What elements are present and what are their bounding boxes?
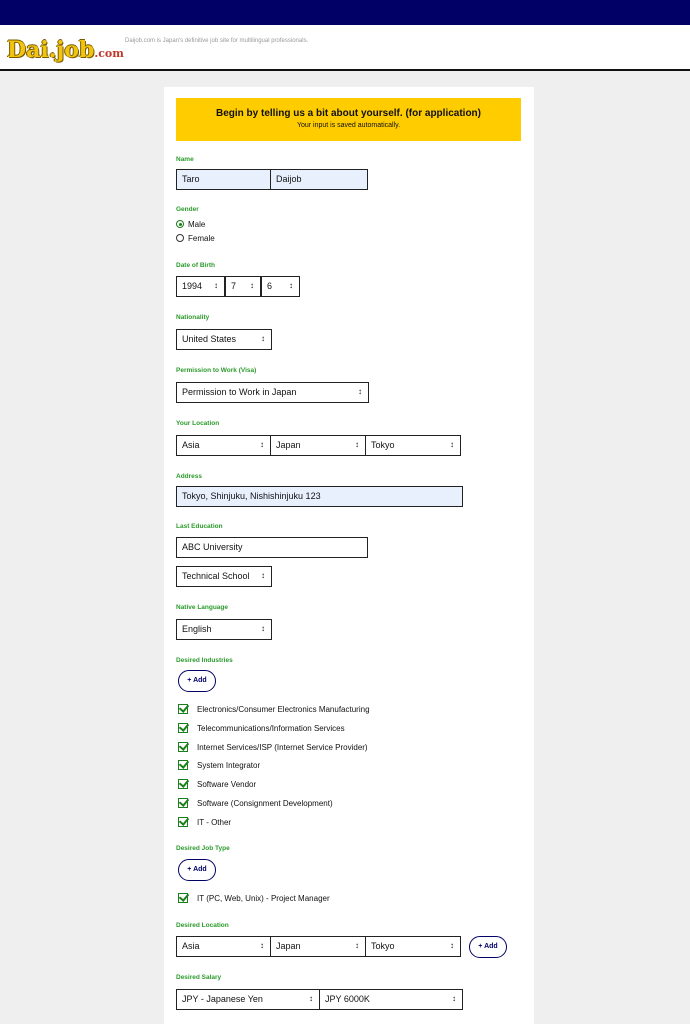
native-language-select[interactable]: English ↕ (176, 619, 272, 640)
desired-country-select[interactable]: Japan ↕ (270, 936, 366, 957)
dob-label: Date of Birth (176, 262, 215, 269)
industries-label: Desired Industries (176, 657, 233, 664)
banner-subtitle: Your input is saved automatically. (296, 122, 401, 129)
dob-month-select[interactable]: 7 ↕ (225, 276, 261, 297)
location-country-select[interactable]: Japan ↕ (270, 435, 366, 456)
visa-select[interactable]: Permission to Work in Japan ↕ (176, 382, 369, 403)
checkbox-checked-icon (178, 817, 188, 827)
first-name-input[interactable]: Taro (176, 169, 271, 190)
desired-location-label: Desired Location (176, 922, 229, 929)
add-location-button[interactable]: + Add (469, 936, 507, 958)
checkbox-checked-icon (178, 893, 188, 903)
education-level-select[interactable]: Technical School ↕ (176, 566, 272, 587)
location-city-select[interactable]: Tokyo ↕ (365, 435, 461, 456)
industry-checkbox[interactable]: Telecommunications/Information Services (178, 723, 345, 733)
industry-checkbox[interactable]: Software (Consignment Development) (178, 798, 333, 808)
nationality-select[interactable]: United States ↕ (176, 329, 272, 350)
checkbox-checked-icon (178, 760, 188, 770)
location-label: Your Location (176, 420, 220, 427)
dob-day-select[interactable]: 6 ↕ (261, 276, 300, 297)
visa-label: Permission to Work (Visa) (176, 367, 257, 374)
checkbox-checked-icon (178, 742, 188, 752)
add-industry-button[interactable]: + Add (178, 670, 216, 692)
checkbox-checked-icon (178, 723, 188, 733)
industry-checkbox[interactable]: Electronics/Consumer Electronics Manufacturing (178, 704, 370, 714)
jobtype-checkbox[interactable]: IT (PC, Web, Unix) - Project Manager (178, 893, 330, 903)
checkbox-checked-icon (178, 704, 188, 714)
salary-label: Desired Salary (176, 974, 222, 981)
desired-city-select[interactable]: Tokyo ↕ (365, 936, 461, 957)
checkbox-checked-icon (178, 798, 188, 808)
tagline: Daijob.com is Japan's definitive job site for multilingual professionals. (125, 38, 309, 44)
address-label: Address (176, 473, 203, 480)
radio-unselected-icon (176, 234, 184, 242)
jobtype-label: Desired Job Type (176, 845, 230, 852)
application-form (164, 87, 534, 1024)
industry-checkbox[interactable]: Software Vendor (178, 779, 256, 789)
industry-checkbox[interactable]: Internet Services/ISP (Internet Service Provider) (178, 742, 368, 752)
dob-year-select[interactable]: 1994 ↕ (176, 276, 225, 297)
salary-currency-select[interactable]: JPY - Japanese Yen ↕ (176, 989, 320, 1010)
industry-checkbox[interactable]: IT - Other (178, 817, 231, 827)
top-bar (0, 0, 690, 25)
salary-amount-select[interactable]: JPY 6000K ↕ (319, 989, 463, 1010)
intro-banner (176, 98, 521, 141)
education-label: Last Education (176, 523, 223, 530)
site-header (0, 25, 690, 71)
last-name-input[interactable]: Daijob (270, 169, 368, 190)
language-label: Native Language (176, 604, 229, 611)
desired-region-select[interactable]: Asia ↕ (176, 936, 271, 957)
name-label: Name (176, 156, 194, 163)
radio-selected-icon (176, 220, 184, 228)
industry-checkbox[interactable]: System Integrator (178, 760, 260, 770)
add-jobtype-button[interactable]: + Add (178, 859, 216, 881)
checkbox-checked-icon (178, 779, 188, 789)
banner-title: Begin by telling us a bit about yourself. (for application) (215, 108, 481, 119)
gender-label: Gender (176, 206, 199, 213)
nationality-label: Nationality (176, 314, 210, 321)
location-region-select[interactable]: Asia ↕ (176, 435, 271, 456)
daijob-logo[interactable]: Dai.job.com (7, 37, 124, 63)
address-input[interactable]: Tokyo, Shinjuku, Nishishinjuku 123 (176, 486, 463, 507)
gender-male-radio[interactable]: Male (176, 220, 205, 229)
gender-female-radio[interactable]: Female (176, 234, 215, 243)
school-input[interactable]: ABC University (176, 537, 368, 558)
